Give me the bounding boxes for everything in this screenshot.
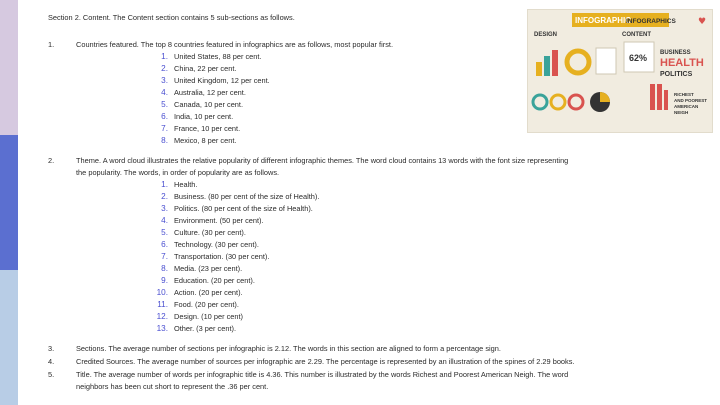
sub-item-text: Environment. (50 per cent).	[174, 216, 264, 225]
thumb-bottom-word: AMERICAN	[674, 104, 699, 109]
sub-item-text: Business. (80 per cent of the size of Health).	[174, 192, 320, 201]
sub-item-number: 5.	[161, 100, 168, 109]
sub-item-number: 1.	[161, 180, 168, 189]
sub-item-number: 12.	[156, 312, 168, 321]
sub-item-number: 6.	[161, 112, 168, 121]
infographic-thumbnail	[527, 9, 713, 133]
thumb-label-design: DESIGN	[534, 32, 558, 38]
sub-item-text: China, 22 per cent.	[174, 64, 237, 73]
sub-item-text: Australia, 12 per cent.	[174, 88, 246, 97]
word-health: HEALTH	[660, 57, 704, 69]
item-number: 1.	[48, 40, 55, 49]
sub-item-text: United States, 88 per cent.	[174, 52, 262, 61]
sub-item-text: Education. (20 per cent).	[174, 276, 255, 285]
sub-item-number: 2.	[161, 64, 168, 73]
sub-item-text: Politics. (80 per cent of the size of Health).	[174, 204, 313, 213]
sub-item-number: 3.	[161, 76, 168, 85]
sub-item-text: Other. (3 per cent).	[174, 324, 237, 333]
sub-item-number: 8.	[161, 264, 168, 273]
sub-item-number: 13.	[156, 324, 168, 333]
thumb-bottom-word: AND POOREST	[674, 98, 708, 103]
item-text: Countries featured. The top 8 countries featured in infographics are as follows, most popular first.	[76, 40, 394, 49]
word-politics: POLITICS	[660, 71, 693, 78]
item-text: Credited Sources. The average number of sources per infographic are 2.29. The percentage is represented by an illustration of the spines of 2.29 books.	[76, 357, 575, 366]
sub-item-text: France, 10 per cent.	[174, 124, 241, 133]
sub-item-number: 7.	[161, 124, 168, 133]
thumb-label-content: CONTENT	[622, 32, 651, 38]
sub-item-text: Media. (23 per cent).	[174, 264, 243, 273]
sub-item-text: Canada, 10 per cent.	[174, 100, 244, 109]
thumb-bottom-word: NEIGH	[674, 110, 689, 115]
item-number: 5.	[48, 370, 55, 379]
item-text-continued: the popularity. The words, in order of popularity are as follows.	[76, 168, 280, 177]
sub-item-text: Action. (20 per cent).	[174, 288, 243, 297]
item-text: Title. The average number of words per infographic title is 4.36. This number is illustrated by the words Richest and Poorest American Neigh. The word	[76, 370, 569, 379]
sub-item-text: Food. (20 per cent).	[174, 300, 239, 309]
infographic-illustration	[528, 10, 712, 132]
sub-item-text: India, 10 per cent.	[174, 112, 234, 121]
item-number: 2.	[48, 156, 55, 165]
item-text: Theme. A word cloud illustrates the relative popularity of different infographic themes. The word cloud contains 13 words with the font size representing	[76, 156, 569, 165]
sub-item-number: 8.	[161, 136, 168, 145]
sub-item-number: 1.	[161, 52, 168, 61]
sub-item-number: 4.	[161, 216, 168, 225]
sub-item-number: 5.	[161, 228, 168, 237]
sub-item-text: Technology. (30 per cent).	[174, 240, 259, 249]
sub-item-text: Design. (10 per cent)	[174, 312, 244, 321]
section-heading: Section 2. Content. The Content section contains 5 sub-sections as follows.	[48, 13, 295, 22]
thumb-bottom-word: RICHEST	[674, 92, 694, 97]
sub-item-text: Transportation. (30 per cent).	[174, 252, 270, 261]
sidebar-segment-top	[0, 0, 18, 135]
word-business: BUSINESS	[660, 50, 691, 56]
sub-item-text: Mexico, 8 per cent.	[174, 136, 237, 145]
item-number: 4.	[48, 357, 55, 366]
item-text: Sections. The average number of sections per infographic is 2.12. The words in this section are aligned to form a percentage sign.	[76, 344, 501, 353]
sub-item-text: United Kingdom, 12 per cent.	[174, 76, 270, 85]
sidebar-color-bar	[0, 0, 18, 405]
sub-item-number: 9.	[161, 276, 168, 285]
item-text-continued: neighbors has been cut short to represent the .36 per cent.	[76, 382, 269, 391]
thumb-title-left: INFOGRAPHIC	[575, 16, 631, 25]
sub-item-number: 11.	[157, 300, 168, 309]
item-number: 3.	[48, 344, 55, 353]
sub-item-number: 2.	[161, 192, 168, 201]
sub-item-number: 7.	[161, 252, 168, 261]
sub-item-number: 6.	[161, 240, 168, 249]
sub-item-text: Health.	[174, 180, 198, 189]
map-icon	[596, 48, 616, 74]
sub-item-number: 10.	[156, 288, 168, 297]
sidebar-segment-bottom	[0, 270, 18, 405]
thumb-title-right: INFOGRAPHICS	[626, 18, 676, 25]
thumb-percent: 62%	[629, 53, 648, 63]
sub-item-number: 3.	[161, 204, 168, 213]
heart-icon: ♥	[698, 17, 707, 27]
sub-item-number: 4.	[161, 88, 168, 97]
sub-item-text: Culture. (30 per cent).	[174, 228, 246, 237]
sidebar-segment-middle	[0, 135, 18, 270]
